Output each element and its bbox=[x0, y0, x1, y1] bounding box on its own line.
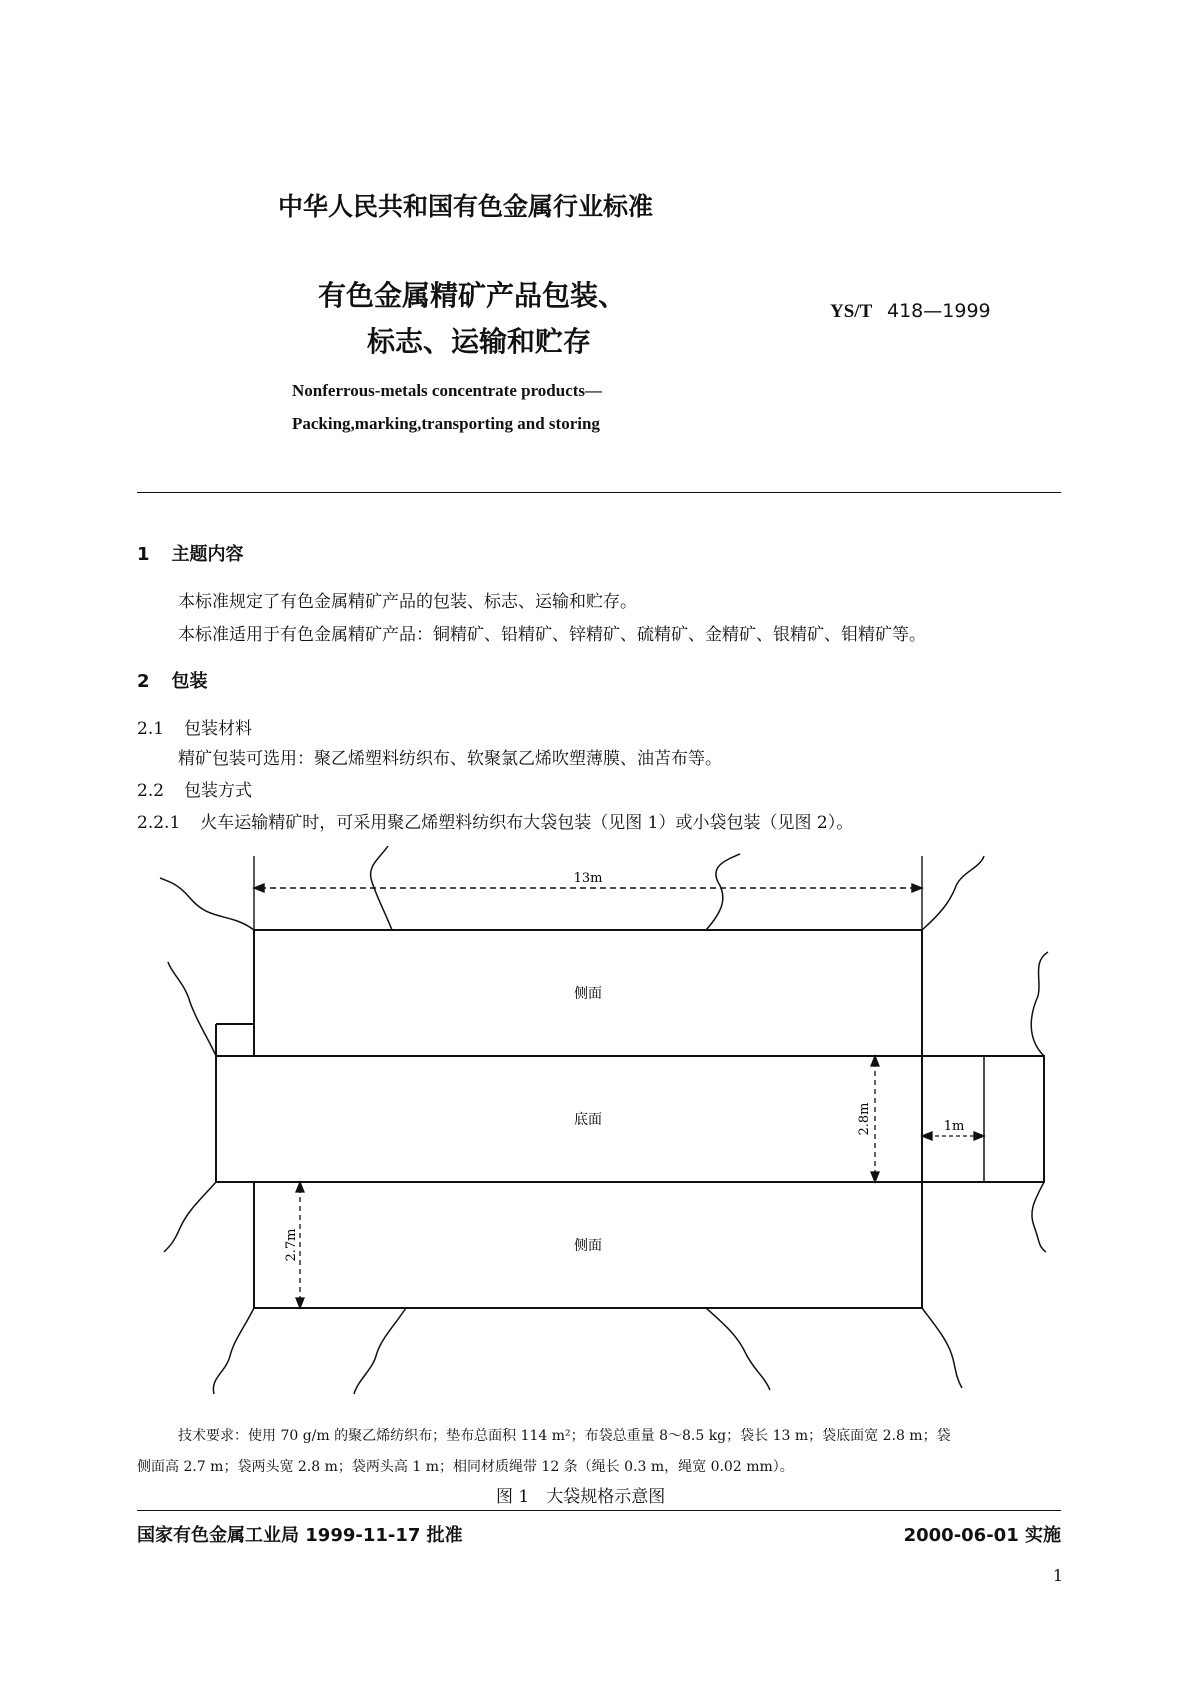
section-2-1-heading bbox=[137, 714, 252, 739]
dim-side-height-label: 2.7m bbox=[284, 1228, 299, 1262]
section-2-1-text: 精矿包装可选用：聚乙烯塑料纺织布、软聚氯乙烯吹塑薄膜、油苫布等。 bbox=[178, 749, 722, 769]
english-title-line-1: Nonferrous-metals concentrate products— bbox=[292, 381, 603, 400]
section-2-2-number: 2.2 bbox=[137, 781, 165, 801]
label-top-side: 侧面 bbox=[574, 986, 602, 1002]
section-2-2-1-text: 火车运输精矿时，可采用聚乙烯塑料纺织布大袋包装（见图 1）或小袋包装（见图 2）。 bbox=[200, 813, 854, 833]
label-bottom-face: 底面 bbox=[574, 1112, 602, 1128]
tie-strings bbox=[160, 846, 1048, 1394]
label-bottom-side: 侧面 bbox=[574, 1238, 602, 1254]
page-number: 1 bbox=[1052, 1566, 1063, 1585]
dim-end-label: 1m bbox=[943, 1119, 965, 1134]
implementation-date: 2000-06-01 实施 bbox=[903, 1525, 1061, 1546]
section-2-heading bbox=[137, 667, 208, 693]
section-1-heading bbox=[137, 540, 244, 566]
document-title-line-2: 标志、运输和贮存 bbox=[367, 325, 592, 358]
figure-1-caption: 图 1 大袋规格示意图 bbox=[496, 1487, 666, 1507]
section-2-1-number: 2.1 bbox=[137, 719, 165, 739]
standard-code-number: 418—1999 bbox=[887, 300, 991, 322]
standard-code bbox=[830, 300, 991, 323]
section-2-number: 2 bbox=[137, 671, 150, 692]
section-2-1-title: 包装材料 bbox=[184, 719, 253, 739]
tech-requirements-line-2: 侧面高 2.7 m；袋两头宽 2.8 m；袋两头高 1 m；相同材质绳带 12 条（绳长 0.3 m，绳宽 0.02 mm）。 bbox=[137, 1459, 794, 1475]
dim-bottom-width-label: 2.8m bbox=[857, 1102, 872, 1136]
section-2-2-1-paragraph bbox=[137, 808, 853, 833]
figure-1-bag-diagram bbox=[150, 842, 1050, 1422]
section-1-paragraph-2: 本标准适用于有色金属精矿产品：铜精矿、铅精矿、锌精矿、硫精矿、金精矿、银精矿、钼精矿等。 bbox=[178, 625, 926, 645]
footer-divider bbox=[137, 1510, 1061, 1511]
section-2-2-heading bbox=[137, 776, 252, 801]
section-1-paragraph-1: 本标准规定了有色金属精矿产品的包装、标志、运输和贮存。 bbox=[178, 592, 637, 612]
standard-type-heading: 中华人民共和国有色金属行业标准 bbox=[278, 192, 654, 221]
bottom-face-panel bbox=[216, 1056, 1044, 1182]
standard-code-prefix: YS/T bbox=[830, 301, 873, 322]
section-1-title: 主题内容 bbox=[171, 544, 244, 565]
dim-length-label: 13m bbox=[573, 871, 603, 886]
document-title-line-1: 有色金属精矿产品包装、 bbox=[318, 279, 627, 312]
section-2-2-title: 包装方式 bbox=[184, 781, 253, 801]
approval-statement: 国家有色金属工业局 1999-11-17 批准 bbox=[137, 1525, 463, 1546]
section-2-title: 包装 bbox=[171, 671, 208, 692]
header-divider bbox=[137, 492, 1061, 493]
tech-requirements-line-1: 技术要求：使用 70 g/m 的聚乙烯纺织布；垫布总面积 114 m²；布袋总重量 8～8.5 kg；袋长 13 m；袋底面宽 2.8 m；袋 bbox=[178, 1428, 951, 1444]
section-2-2-1-number: 2.2.1 bbox=[137, 813, 181, 833]
section-1-number: 1 bbox=[137, 544, 150, 565]
english-title-line-2: Packing,marking,transporting and storing bbox=[292, 414, 600, 433]
